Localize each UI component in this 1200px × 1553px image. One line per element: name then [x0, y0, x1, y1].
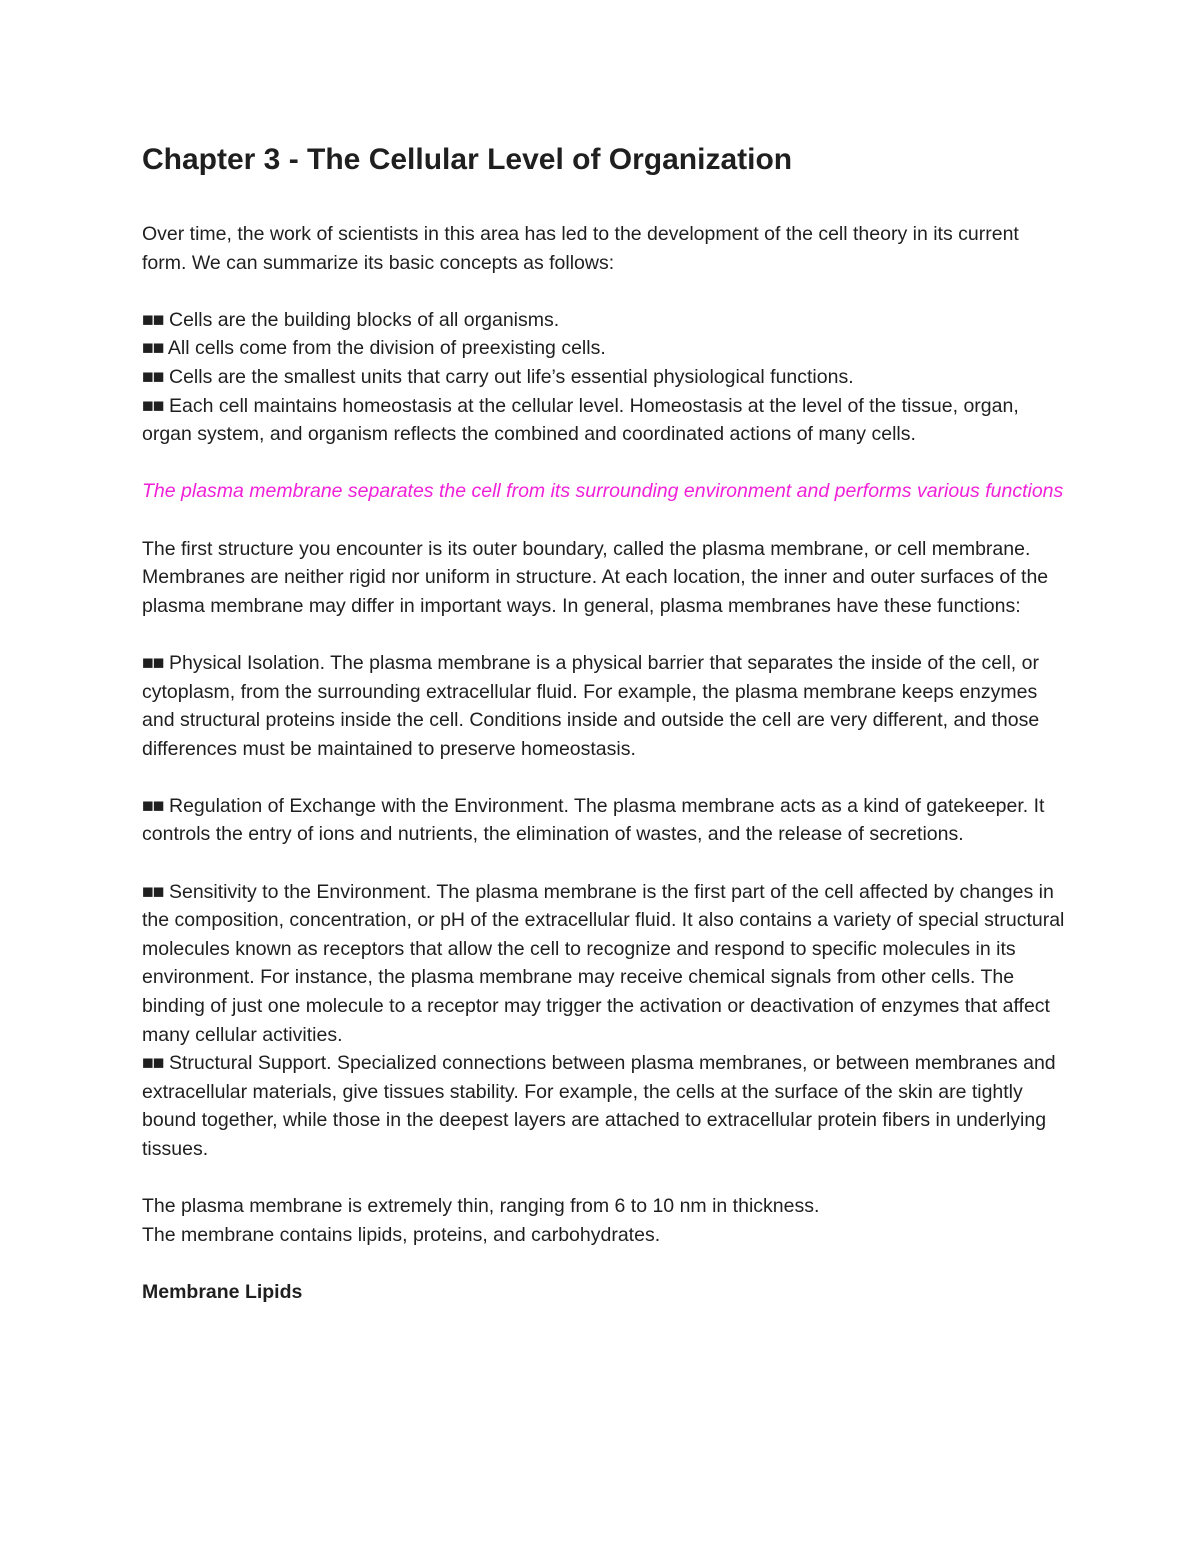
bullet-icon: ■■ — [142, 794, 164, 817]
membrane-intro-paragraph: The first structure you encounter is its outer boundary, called the plasma membrane, or cell membrane. Membranes are neither rigid nor uniform in structure. At each location, the inner and outer surfaces of the plasma membrane may differ in important ways. In general, plasma membranes have these functions: — [142, 537, 1049, 617]
bullet-icon: ■■ — [142, 1052, 164, 1075]
page-title: Chapter 3 - The Cellular Level of Organization — [142, 143, 793, 176]
thickness-paragraph: The plasma membrane is extremely thin, ranging from 6 to 10 nm in thickness. — [142, 1195, 820, 1218]
document-page — [142, 140, 1067, 1307]
theory-point: ■■ Each cell maintains homeostasis at the cellular level. Homeostasis at the level of the tissue, organ, organ system, and organism reflects the combined and coordinated actions of many cells. — [142, 394, 1019, 446]
bullet-icon: ■■ — [142, 308, 164, 331]
theory-point: ■■ Cells are the smallest units that carry out life’s essential physiological functions. — [142, 365, 854, 388]
function-item: ■■ Regulation of Exchange with the Environment. The plasma membrane acts as a kind of gatekeeper. It controls the entry of ions and nutrients, the elimination of wastes, and the release of secretions. — [142, 794, 1045, 846]
intro-paragraph: Over time, the work of scientists in this area has led to the development of the cell theory in its current form. We can summarize its basic concepts as follows: — [142, 223, 1019, 274]
function-item: ■■ Physical Isolation. The plasma membrane is a physical barrier that separates the inside of the cell, or cytoplasm, from the surrounding extracellular fluid. For example, the plasma membrane keeps enzymes and structural proteins inside the cell. Conditions inside and outside the cell are very different, and those differences must be maintained to preserve homeostasis. — [142, 651, 1040, 760]
function-item: ■■ Structural Support. Specialized connections between plasma membranes, or between membranes and extracellular materials, give tissues stability. For example, the cells at the surface of the skin are tightly bound together, while those in the deepest layers are attached to extracellular protein fibers in underlying tissues. — [142, 1052, 1056, 1160]
section-subheading: Membrane Lipids — [142, 1280, 303, 1303]
function-item: ■■ Sensitivity to the Environment. The plasma membrane is the first part of the cell affected by changes in the composition, concentration, or pH of the extracellular fluid. It also contains a variety of special structural molecules known as receptors that allow the cell to recognize and respond to specific molecules in its environment. For instance, the plasma membrane may receive chemical signals from other cells. The binding of just one molecule to a receptor may trigger the activation or deactivation of enzymes that affect many cellular activities. — [142, 880, 1065, 1046]
bullet-icon: ■■ — [142, 394, 164, 417]
highlight-heading: The plasma membrane separates the cell from its surrounding environment and performs various functions — [142, 480, 1064, 503]
theory-point: ■■ Cells are the building blocks of all organisms. — [142, 308, 560, 331]
contents-paragraph: The membrane contains lipids, proteins, and carbohydrates. — [142, 1223, 661, 1246]
bullet-icon: ■■ — [142, 365, 164, 388]
bullet-icon: ■■ — [142, 880, 164, 903]
bullet-icon: ■■ — [142, 337, 164, 360]
theory-point: ■■ All cells come from the division of preexisting cells. — [142, 337, 606, 360]
bullet-icon: ■■ — [142, 651, 164, 674]
